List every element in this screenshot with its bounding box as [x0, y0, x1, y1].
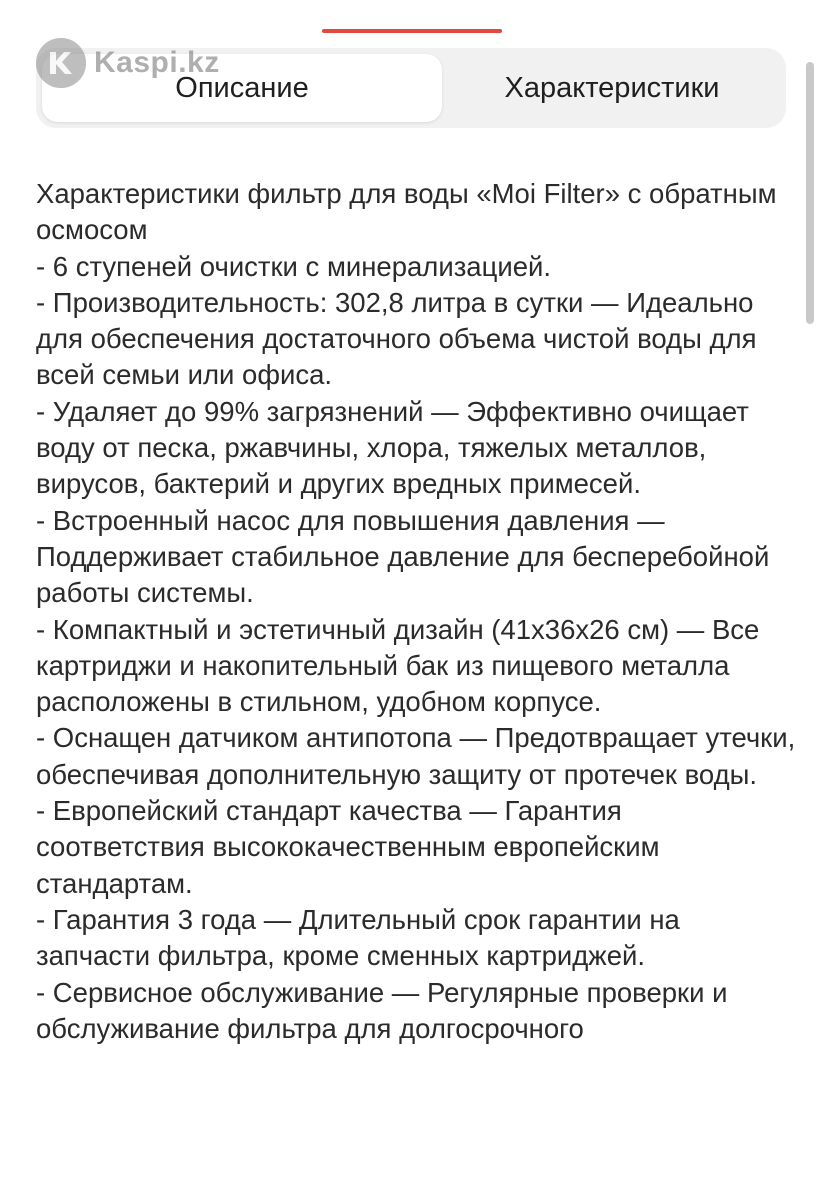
scrollbar[interactable]: [806, 62, 814, 324]
watermark-text: Kaspi.kz: [94, 46, 220, 79]
tab-description-label: Описание: [175, 71, 309, 104]
active-tab-indicator: [322, 29, 502, 33]
description-specs-toggle: [36, 48, 786, 128]
tab-specifications[interactable]: [444, 54, 780, 122]
top-tab-strip: [0, 0, 822, 34]
product-description-text: Характеристики фильтр для воды «Moi Filter» с обратным осмосом - 6 ступеней очистки с минерализацией. - Производительность: 302,8 литра в сутки — Идеально для обеспечения достаточного объема чистой воды для всей семьи или офиса. - Удаляет до 99% загрязнений — Эффективно очищает воду от песка, ржавчины, хлора, тяжелых металлов, вирусов, бактерий и других вредных примесей. - Встроенный насос для повышения давления — Поддерживает стабильное давление для бесперебойной работы системы. - Компактный и эстетичный дизайн (41х36х26 см) — Все картриджи и накопительный бак из пищевого металла расположены в стильном, удобном корпусе. - Оснащен датчиком антипотопа — Предотвращает утечки, обеспечивая дополнительную защиту от протечек воды. - Европейский стандарт качества — Гарантия соответствия высококачественным европейским стандартам. - Гарантия 3 года — Длительный срок гарантии на запчасти фильтра, кроме сменных картриджей. - Сервисное обслуживание — Регулярные проверки и обслуживание фильтра для долгосрочного: [36, 178, 796, 1044]
tab-description[interactable]: [42, 54, 442, 122]
tab-specifications-label: Характеристики: [504, 71, 720, 104]
